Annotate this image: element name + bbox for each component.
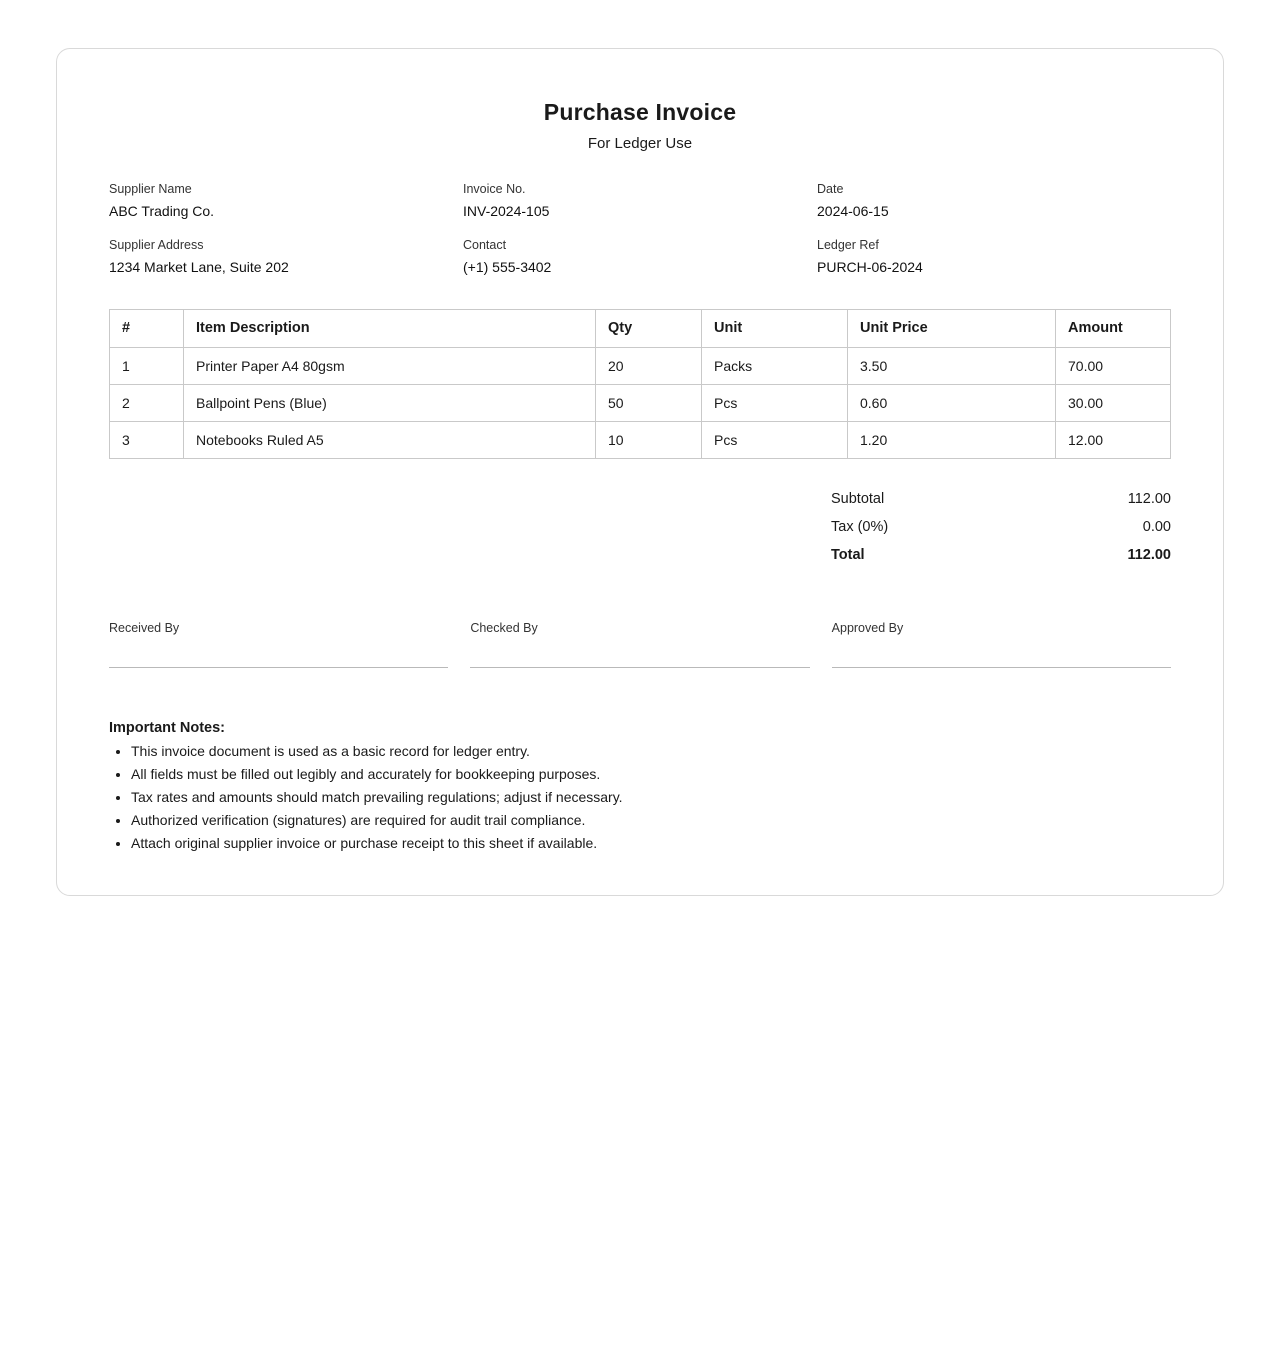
- meta-value: INV-2024-105: [463, 202, 550, 219]
- cell-number: 3: [110, 422, 184, 459]
- list-item: • Attach original supplier invoice or purchase receipt to this sheet if available.: [131, 832, 1171, 855]
- column-header-amount: Amount: [1056, 309, 1171, 347]
- list-item: • This invoice document is used as a basic record for ledger entry.: [131, 740, 1171, 763]
- signature-block-received-by: [109, 621, 448, 668]
- meta-field-invoice-no: [463, 180, 817, 236]
- totals-row-total: [831, 541, 1171, 569]
- signature-block-checked-by: [470, 621, 809, 668]
- meta-field-supplier-name: [109, 180, 463, 236]
- column-header-unit: Unit: [702, 309, 848, 347]
- signature-block-approved-by: [832, 621, 1171, 668]
- table-header-row: [110, 309, 1171, 347]
- table-row: [110, 422, 1171, 459]
- meta-value: 1234 Market Lane, Suite 202: [109, 259, 289, 276]
- meta-value: PURCH-06-2024: [817, 259, 923, 276]
- cell-amount: 30.00: [1056, 384, 1171, 421]
- table-row: [110, 347, 1171, 384]
- totals-label: Subtotal: [831, 491, 885, 508]
- totals-row-subtotal: [831, 485, 1171, 513]
- cell-unit-price: 1.20: [848, 422, 1056, 459]
- cell-unit: Packs: [702, 347, 848, 384]
- cell-description: Notebooks Ruled A5: [184, 422, 596, 459]
- cell-description: Printer Paper A4 80gsm: [184, 347, 596, 384]
- signature-label: Checked By: [470, 621, 538, 636]
- totals-value: 112.00: [1127, 491, 1171, 508]
- column-header-qty: Qty: [596, 309, 702, 347]
- cell-qty: 10: [596, 422, 702, 459]
- meta-value: (+1) 555-3402: [463, 259, 552, 276]
- signature-line[interactable]: [470, 667, 809, 668]
- invoice-sheet: [56, 48, 1224, 896]
- meta-value: ABC Trading Co.: [109, 202, 215, 219]
- meta-label: Invoice No.: [463, 182, 526, 196]
- column-header-number: #: [110, 309, 184, 347]
- meta-label: Supplier Address: [109, 238, 204, 253]
- meta-label: Date: [817, 182, 844, 196]
- totals-section: [831, 485, 1171, 569]
- notes-list: [109, 740, 1171, 855]
- page-title: Purchase Invoice: [543, 99, 737, 125]
- cell-description: Ballpoint Pens (Blue): [184, 384, 596, 421]
- cell-amount: 12.00: [1056, 422, 1171, 459]
- invoice-meta: [109, 180, 1171, 293]
- list-item: • All fields must be filled out legibly and accurately for bookkeeping purposes.: [131, 763, 1171, 786]
- cell-qty: 50: [596, 384, 702, 421]
- meta-field-contact: [463, 236, 817, 292]
- signature-section: [109, 621, 1171, 668]
- page-subtitle: For Ledger Use: [587, 135, 693, 152]
- cell-unit: Pcs: [702, 422, 848, 459]
- meta-field-ledger-ref: [817, 236, 1171, 292]
- cell-qty: 20: [596, 347, 702, 384]
- cell-unit: Pcs: [702, 384, 848, 421]
- totals-value: 0.00: [1142, 519, 1171, 536]
- column-header-unit-price: Unit Price: [848, 309, 1056, 347]
- meta-label: Supplier Name: [109, 182, 192, 196]
- list-item: • Authorized verification (signatures) are required for audit trail compliance.: [131, 809, 1171, 832]
- cell-unit-price: 0.60: [848, 384, 1056, 421]
- meta-value: 2024-06-15: [817, 202, 889, 219]
- signature-line[interactable]: [109, 667, 448, 668]
- line-items-table: [109, 309, 1171, 459]
- column-header-description: Item Description: [184, 309, 596, 347]
- cell-number: 2: [110, 384, 184, 421]
- signature-label: Received By: [109, 621, 180, 636]
- notes-title: Important Notes:: [109, 720, 225, 737]
- totals-label: Total: [831, 547, 865, 564]
- totals-label: Tax (0%): [831, 519, 889, 536]
- signature-label: Approved By: [831, 621, 904, 636]
- notes-section: [109, 720, 1171, 855]
- meta-label: Contact: [463, 238, 507, 253]
- list-item: • Tax rates and amounts should match prevailing regulations; adjust if necessary.: [131, 786, 1171, 809]
- totals-row-tax: [831, 513, 1171, 541]
- cell-amount: 70.00: [1056, 347, 1171, 384]
- cell-unit-price: 3.50: [848, 347, 1056, 384]
- meta-field-supplier-address: [109, 236, 463, 292]
- meta-field-date: [817, 180, 1171, 236]
- meta-label: Ledger Ref: [817, 238, 879, 253]
- cell-number: 1: [110, 347, 184, 384]
- table-row: [110, 384, 1171, 421]
- totals-value: 112.00: [1127, 547, 1171, 564]
- signature-line[interactable]: [832, 667, 1171, 668]
